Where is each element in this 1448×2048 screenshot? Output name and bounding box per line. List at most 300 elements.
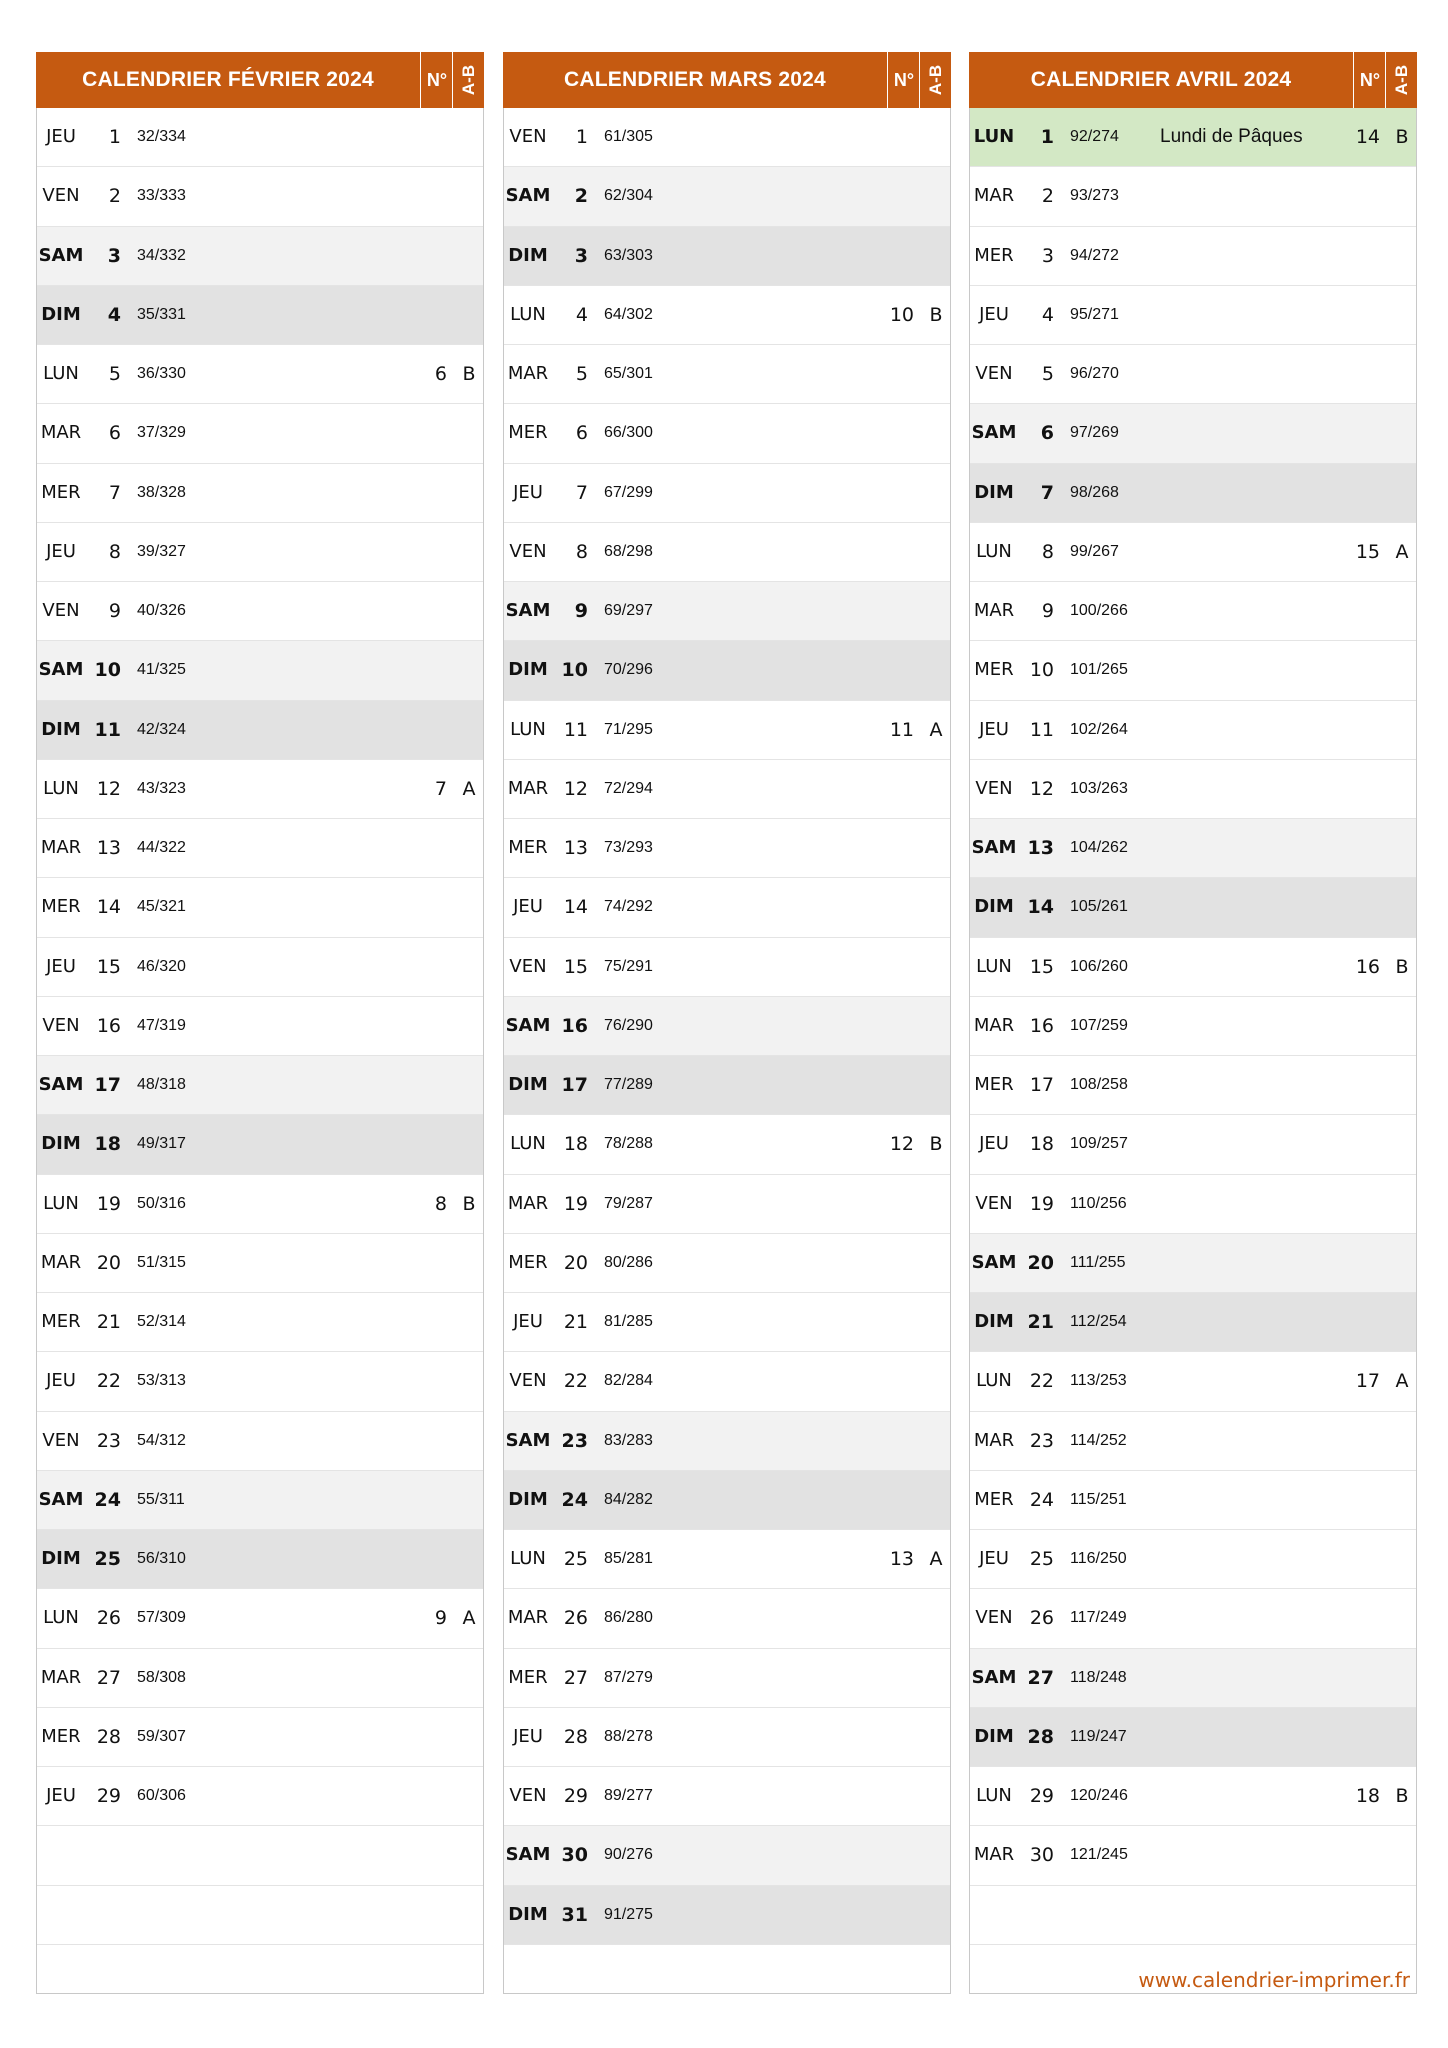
day-row: [504, 1649, 950, 1708]
day-of-year: 115/251: [1070, 1490, 1127, 1508]
day-row: [504, 819, 950, 878]
day-row: [970, 1530, 1416, 1589]
week-number: 11: [889, 718, 914, 741]
day-name: MER: [41, 896, 81, 918]
day-number: 25: [563, 1548, 588, 1570]
day-name: DIM: [508, 244, 548, 266]
day-of-year: 99/267: [1070, 542, 1119, 560]
week-number: 14: [1355, 126, 1380, 148]
day-of-year: 50/316: [137, 1194, 186, 1212]
day-row: [504, 760, 950, 819]
day-name: LUN: [976, 955, 1012, 977]
day-row: [970, 1708, 1416, 1767]
holiday-name: Lundi de Pâques: [1160, 126, 1303, 147]
day-row: [504, 404, 950, 463]
day-name: JEU: [46, 540, 76, 562]
day-number: 6: [575, 422, 588, 445]
day-row: [504, 1352, 950, 1411]
day-name: MAR: [507, 363, 549, 384]
day-of-year: 46/320: [137, 957, 186, 975]
day-name: MER: [974, 1074, 1014, 1095]
day-row: [970, 878, 1416, 937]
day-row: [37, 1767, 483, 1826]
month-days: [969, 108, 1417, 1994]
day-number: 12: [563, 777, 588, 800]
day-number: 5: [1041, 363, 1054, 385]
day-number: 2: [574, 185, 588, 208]
day-row: [37, 1234, 483, 1293]
day-number: 22: [96, 1370, 121, 1393]
day-of-year: 59/307: [137, 1727, 186, 1745]
day-number: 8: [108, 540, 121, 563]
day-number: 20: [1027, 1251, 1054, 1274]
day-row: [970, 1175, 1416, 1234]
day-row: [504, 1826, 950, 1885]
day-name: MER: [508, 422, 548, 444]
day-row: [37, 523, 483, 582]
day-name: SAM: [971, 1666, 1017, 1688]
day-of-year: 92/274: [1070, 128, 1119, 145]
day-number: 27: [563, 1666, 588, 1689]
day-of-year: 54/312: [137, 1431, 186, 1449]
day-name: MER: [974, 244, 1014, 266]
ab-week: A: [1395, 1370, 1409, 1393]
day-name: JEU: [513, 1725, 543, 1747]
day-row: [970, 108, 1416, 167]
day-of-year: 45/321: [137, 898, 186, 916]
day-of-year: 68/298: [604, 542, 653, 560]
ab-week: B: [1395, 955, 1409, 978]
day-number: 2: [108, 185, 121, 208]
day-row: [37, 1175, 483, 1234]
day-name: LUN: [976, 1370, 1012, 1392]
day-number: 1: [575, 126, 588, 148]
day-of-year: 44/322: [137, 839, 186, 856]
day-of-year: 41/325: [137, 661, 186, 679]
day-of-year: 51/315: [137, 1253, 186, 1271]
day-row: [970, 1234, 1416, 1293]
week-number-column-header: N°: [887, 52, 920, 108]
day-name: LUN: [510, 303, 546, 325]
month-title: CALENDRIER AVRIL 2024: [1030, 68, 1292, 91]
day-row: [970, 523, 1416, 582]
day-name: VEN: [509, 955, 547, 977]
day-row: [37, 1056, 483, 1115]
day-name: SAM: [505, 1844, 551, 1866]
week-number: 10: [889, 303, 914, 326]
day-number: 21: [96, 1311, 121, 1333]
day-row: [37, 1293, 483, 1352]
day-row: [37, 404, 483, 463]
day-of-year: 81/285: [604, 1313, 653, 1330]
day-number: 17: [561, 1074, 588, 1096]
day-number: 22: [1029, 1370, 1054, 1393]
day-row: [970, 404, 1416, 463]
day-name: SAM: [505, 185, 551, 207]
day-name: DIM: [41, 1548, 81, 1569]
day-row: [504, 167, 950, 226]
day-of-year: 110/256: [1070, 1194, 1127, 1212]
ab-week: A: [462, 777, 476, 800]
day-of-year: 85/281: [604, 1550, 653, 1567]
day-of-year: 107/259: [1070, 1016, 1128, 1034]
month-header: [503, 52, 951, 108]
day-name: DIM: [508, 659, 548, 681]
day-name: JEU: [46, 1785, 76, 1806]
day-row: [37, 1412, 483, 1471]
empty-day-row: [37, 1826, 483, 1885]
day-number: 30: [561, 1844, 588, 1867]
day-row: [504, 1767, 950, 1826]
day-number: 29: [1029, 1785, 1054, 1807]
day-of-year: 106/260: [1070, 957, 1128, 975]
day-name: SAM: [38, 659, 84, 681]
week-number: 18: [1355, 1785, 1380, 1807]
day-name: VEN: [42, 1014, 80, 1036]
week-number: 15: [1355, 540, 1380, 563]
day-name: MAR: [507, 1192, 549, 1214]
day-of-year: 120/246: [1070, 1787, 1128, 1804]
day-name: MER: [508, 1251, 548, 1273]
day-name: SAM: [505, 1014, 551, 1036]
day-row: [504, 1412, 950, 1471]
week-number: 12: [889, 1133, 914, 1156]
day-name: LUN: [43, 363, 79, 384]
week-number: 17: [1355, 1370, 1380, 1393]
day-name: MER: [508, 837, 548, 858]
day-number: 5: [108, 363, 121, 385]
ab-week: B: [462, 363, 476, 385]
ab-week: A: [462, 1607, 476, 1630]
day-name: LUN: [510, 1133, 546, 1155]
day-number: 13: [563, 837, 588, 859]
day-of-year: 70/296: [604, 661, 653, 679]
day-name: MAR: [40, 1251, 82, 1273]
day-row: [504, 464, 950, 523]
month-days: [503, 108, 951, 1994]
day-number: 25: [1029, 1548, 1054, 1570]
day-row: [37, 464, 483, 523]
day-name: JEU: [46, 1370, 76, 1392]
day-number: 6: [108, 422, 121, 445]
day-of-year: 49/317: [137, 1135, 186, 1153]
day-row: [37, 1649, 483, 1708]
day-row: [37, 938, 483, 997]
day-of-year: 56/310: [137, 1550, 186, 1567]
day-name: MAR: [973, 185, 1015, 207]
day-row: [37, 1115, 483, 1174]
day-name: LUN: [973, 126, 1015, 147]
day-number: 9: [574, 600, 588, 622]
day-row: [970, 819, 1416, 878]
empty-day-row: [970, 1886, 1416, 1945]
day-name: SAM: [38, 1488, 84, 1510]
day-of-year: 65/301: [604, 365, 653, 382]
day-of-year: 97/269: [1070, 424, 1119, 442]
day-name: DIM: [974, 1725, 1014, 1747]
week-number-column-header: N°: [1353, 52, 1386, 108]
week-number: 9: [434, 1607, 447, 1630]
day-name: SAM: [505, 600, 551, 621]
day-of-year: 62/304: [604, 187, 653, 205]
day-row: [37, 1589, 483, 1648]
day-row: [504, 1056, 950, 1115]
day-row: [970, 1649, 1416, 1708]
day-number: 17: [1029, 1074, 1054, 1096]
day-of-year: 86/280: [604, 1609, 653, 1627]
day-of-year: 101/265: [1070, 661, 1128, 679]
day-number: 10: [561, 659, 588, 682]
day-of-year: 33/333: [137, 187, 186, 205]
day-name: DIM: [508, 1903, 548, 1925]
day-number: 12: [96, 777, 121, 800]
day-of-year: 79/287: [604, 1194, 653, 1212]
day-of-year: 102/264: [1070, 720, 1128, 738]
day-number: 19: [1029, 1192, 1054, 1215]
day-of-year: 87/279: [604, 1668, 653, 1686]
day-of-year: 94/272: [1070, 246, 1119, 264]
day-name: MAR: [40, 1666, 82, 1688]
month-title: CALENDRIER FÉVRIER 2024: [82, 68, 374, 91]
ab-week: B: [1395, 126, 1409, 148]
day-of-year: 39/327: [137, 542, 186, 560]
day-of-year: 82/284: [604, 1372, 653, 1390]
ab-column-header: A-B: [919, 52, 952, 108]
day-of-year: 61/305: [604, 128, 653, 145]
week-number-column-header: N°: [420, 52, 453, 108]
day-name: SAM: [971, 1251, 1017, 1273]
day-name: MER: [41, 1311, 81, 1332]
day-of-year: 52/314: [137, 1313, 186, 1330]
day-of-year: 66/300: [604, 424, 653, 442]
day-name: VEN: [975, 1607, 1013, 1629]
day-number: 27: [1027, 1666, 1054, 1689]
day-row: [37, 701, 483, 760]
day-name: SAM: [971, 837, 1017, 858]
day-number: 11: [563, 718, 588, 741]
day-of-year: 76/290: [604, 1016, 653, 1034]
week-number: 16: [1355, 955, 1380, 978]
day-name: JEU: [979, 718, 1009, 740]
day-of-year: 72/294: [604, 779, 653, 797]
day-of-year: 105/261: [1070, 898, 1128, 916]
day-row: [970, 1412, 1416, 1471]
month-february: [36, 52, 484, 1994]
day-number: 18: [1029, 1133, 1054, 1156]
day-of-year: 74/292: [604, 898, 653, 916]
day-number: 12: [1029, 777, 1054, 800]
day-row: [970, 464, 1416, 523]
ab-week: B: [1395, 1785, 1409, 1807]
day-row: [504, 1471, 950, 1530]
day-number: 18: [94, 1133, 121, 1156]
day-row: [970, 1056, 1416, 1115]
day-of-year: 96/270: [1070, 365, 1119, 382]
day-row: [504, 227, 950, 286]
day-of-year: 109/257: [1070, 1135, 1128, 1153]
week-number: 8: [434, 1192, 447, 1215]
ab-week: B: [929, 1133, 943, 1156]
day-of-year: 116/250: [1070, 1550, 1127, 1567]
day-row: [37, 167, 483, 226]
day-name: SAM: [38, 244, 84, 266]
day-row: [37, 1708, 483, 1767]
day-row: [37, 227, 483, 286]
day-name: LUN: [510, 718, 546, 740]
day-of-year: 69/297: [604, 602, 653, 619]
day-number: 20: [96, 1251, 121, 1274]
day-number: 30: [1029, 1844, 1054, 1867]
day-number: 11: [1029, 718, 1054, 741]
day-row: [970, 701, 1416, 760]
day-number: 10: [94, 659, 121, 682]
day-number: 20: [563, 1251, 588, 1274]
day-of-year: 80/286: [604, 1253, 653, 1271]
day-of-year: 98/268: [1070, 483, 1119, 501]
day-row: [970, 167, 1416, 226]
day-row: [504, 1234, 950, 1293]
day-name: JEU: [46, 955, 76, 977]
day-name: VEN: [975, 777, 1013, 799]
day-row: [504, 345, 950, 404]
day-number: 17: [94, 1074, 121, 1096]
day-row: [504, 938, 950, 997]
day-row: [504, 286, 950, 345]
day-name: MER: [508, 1666, 548, 1688]
day-number: 15: [96, 955, 121, 978]
day-number: 23: [561, 1429, 588, 1452]
day-number: 14: [96, 896, 121, 919]
day-row: [504, 997, 950, 1056]
day-of-year: 112/254: [1070, 1313, 1127, 1330]
day-row: [504, 1175, 950, 1234]
day-number: 26: [563, 1607, 588, 1630]
day-name: DIM: [508, 1074, 548, 1095]
day-of-year: 47/319: [137, 1016, 186, 1034]
month-april: [969, 52, 1417, 1994]
day-name: MAR: [973, 1844, 1015, 1866]
day-number: 22: [563, 1370, 588, 1393]
day-of-year: 42/324: [137, 720, 186, 738]
day-name: DIM: [41, 1133, 81, 1155]
day-row: [504, 1886, 950, 1945]
day-of-year: 104/262: [1070, 839, 1128, 856]
day-row: [504, 1530, 950, 1589]
day-number: 16: [96, 1014, 121, 1037]
month-header: [969, 52, 1417, 108]
day-row: [504, 641, 950, 700]
day-of-year: 35/331: [137, 305, 186, 323]
day-number: 16: [1029, 1014, 1054, 1037]
day-name: DIM: [41, 303, 81, 325]
day-name: JEU: [979, 1133, 1009, 1155]
day-of-year: 84/282: [604, 1490, 653, 1508]
day-number: 1: [1040, 126, 1054, 148]
footer-website[interactable]: www.calendrier-imprimer.fr: [1138, 1968, 1410, 1992]
day-row: [37, 582, 483, 641]
day-name: VEN: [509, 1785, 547, 1806]
day-name: MER: [974, 659, 1014, 681]
day-of-year: 63/303: [604, 246, 653, 264]
day-of-year: 40/326: [137, 602, 186, 619]
day-number: 3: [107, 244, 121, 267]
day-number: 24: [94, 1488, 121, 1511]
day-number: 5: [575, 363, 588, 385]
day-name: SAM: [971, 422, 1017, 444]
day-number: 13: [1027, 837, 1054, 859]
month-days: [36, 108, 484, 1994]
day-name: VEN: [42, 600, 80, 621]
day-number: 18: [563, 1133, 588, 1156]
day-row: [37, 641, 483, 700]
month-march: [503, 52, 951, 1994]
day-name: MAR: [973, 600, 1015, 621]
day-name: VEN: [509, 540, 547, 562]
day-row: [970, 1115, 1416, 1174]
day-number: 11: [94, 718, 121, 741]
day-of-year: 100/266: [1070, 602, 1128, 619]
day-of-year: 64/302: [604, 305, 653, 323]
ab-week: A: [1395, 540, 1409, 563]
day-of-year: 57/309: [137, 1609, 186, 1627]
day-number: 8: [1041, 540, 1054, 563]
day-of-year: 103/263: [1070, 779, 1128, 797]
day-name: VEN: [975, 1192, 1013, 1214]
day-number: 24: [1029, 1488, 1054, 1511]
day-name: MER: [41, 1725, 81, 1747]
day-row: [504, 1115, 950, 1174]
day-row: [37, 997, 483, 1056]
day-name: LUN: [976, 1785, 1012, 1806]
day-row: [37, 1530, 483, 1589]
day-name: MAR: [40, 837, 82, 858]
day-row: [504, 523, 950, 582]
day-row: [970, 938, 1416, 997]
day-number: 26: [96, 1607, 121, 1630]
day-of-year: 36/330: [137, 365, 186, 382]
day-of-year: 75/291: [604, 957, 653, 975]
day-row: [504, 1589, 950, 1648]
day-row: [970, 1352, 1416, 1411]
day-row: [37, 819, 483, 878]
day-number: 7: [1040, 481, 1054, 504]
day-of-year: 48/318: [137, 1076, 186, 1093]
day-row: [37, 108, 483, 167]
day-row: [504, 701, 950, 760]
day-of-year: 117/249: [1070, 1609, 1127, 1627]
day-row: [970, 582, 1416, 641]
day-number: 9: [1041, 600, 1054, 622]
week-number: 6: [434, 363, 447, 385]
day-of-year: 118/248: [1070, 1668, 1127, 1686]
day-number: 9: [108, 600, 121, 622]
day-of-year: 43/323: [137, 779, 186, 797]
day-name: DIM: [41, 718, 81, 740]
day-number: 4: [575, 303, 588, 326]
day-name: MAR: [507, 1607, 549, 1629]
day-number: 27: [96, 1666, 121, 1689]
day-number: 14: [1027, 896, 1054, 919]
day-row: [970, 227, 1416, 286]
day-number: 31: [561, 1903, 588, 1926]
day-number: 4: [1041, 303, 1054, 326]
day-number: 23: [96, 1429, 121, 1452]
day-number: 19: [96, 1192, 121, 1215]
day-row: [970, 1767, 1416, 1826]
day-number: 3: [1041, 244, 1054, 267]
day-name: LUN: [43, 1192, 79, 1214]
day-of-year: 55/311: [137, 1490, 185, 1508]
